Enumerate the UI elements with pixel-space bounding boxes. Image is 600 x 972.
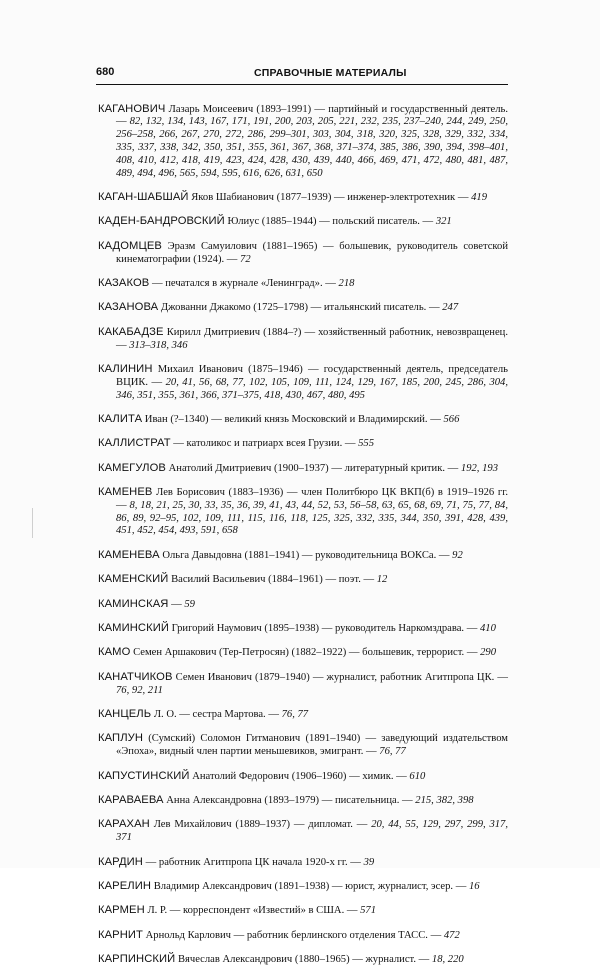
entry-description: (Сумский) Соломон Гитманович (1891–1940) — заведующий издательством «Эпоха», видный член партии меньшевиков, эмигрант. —	[116, 733, 509, 758]
entry-name: КАНАТЧИКОВ	[98, 670, 173, 683]
entry-page-refs: 247	[442, 302, 459, 314]
entry-page-refs: 555	[358, 438, 375, 450]
entry-description: Ольга Давыдовна (1881–1941) — руководительница ВОКСа. —	[162, 549, 450, 561]
entry-page-refs: 472	[443, 929, 460, 941]
entry-name: КАРАХАН	[98, 818, 150, 831]
index-entry	[98, 794, 508, 808]
index-entry	[98, 240, 508, 267]
entry-description: Арнольд Карлович — работник берлинского отделения ТАСС. —	[145, 929, 442, 941]
entry-name: КАРНИТ	[98, 928, 143, 941]
entry-page-refs: 313–318, 346	[129, 339, 188, 351]
entry-description: Анатолий Дмитриевич (1900–1937) — литературный критик. —	[168, 462, 459, 474]
index-entry-list	[98, 92, 508, 972]
entry-description: Анна Александровна (1893–1979) — писательница. —	[166, 794, 413, 806]
entry-name: КАМЕНЕВ	[98, 486, 153, 499]
index-entry	[98, 191, 508, 205]
entry-name: КАДЕН-БАНДРОВСКИЙ	[98, 215, 225, 228]
index-entry	[98, 413, 508, 427]
entry-description: Вячеслав Александрович (1880–1965) — журналист. —	[177, 954, 430, 966]
entry-description: Юлиус (1885–1944) — польский писатель. —	[227, 216, 434, 228]
entry-name: КАЛИНИН	[98, 362, 153, 375]
entry-name: КАРАВАЕВА	[98, 793, 164, 806]
index-entry	[98, 437, 508, 451]
index-entry	[98, 363, 508, 402]
entry-name: КАПУСТИНСКИЙ	[98, 769, 190, 782]
entry-description: Л. Р. — корреспондент «Известий» в США. —	[147, 905, 358, 917]
entry-page-refs: 76, 77	[281, 708, 309, 720]
index-entry	[98, 770, 508, 784]
entry-page-refs: 321	[435, 216, 452, 228]
entry-name: КАМЕНЕВА	[98, 548, 160, 561]
entry-name: КАПЛУН	[98, 732, 144, 745]
entry-description: Иван (?–1340) — великий князь Московский и Владимирский. —	[144, 413, 441, 425]
index-entry	[98, 486, 508, 538]
entry-page-refs: 12	[376, 574, 388, 586]
entry-page-refs: 16	[468, 880, 480, 892]
entry-description: Семен Иванович (1879–1940) — журналист, работник Агитпропа ЦК. —	[175, 671, 508, 683]
index-entry	[98, 573, 508, 587]
index-entry	[98, 646, 508, 660]
entry-description: Яков Шабианович (1877–1939) — инженер-электротехник —	[191, 191, 469, 203]
entry-description: Анатолий Федорович (1906–1960) — химик. —	[192, 770, 407, 782]
entry-description: — печатался в журнале «Ленинград». —	[151, 277, 336, 289]
entry-page-refs: 290	[480, 647, 496, 659]
index-entry	[98, 904, 508, 918]
entry-name: КАДОМЦЕВ	[98, 239, 162, 252]
entry-page-refs: 610	[409, 770, 426, 782]
index-entry	[98, 671, 508, 698]
entry-description: Лев Михайлович (1889–1937) — дипломат. —	[153, 819, 368, 831]
entry-description: Василий Васильевич (1884–1961) — поэт. —	[171, 574, 375, 586]
entry-name: КАГАН-ШАБШАЙ	[98, 190, 189, 203]
scan-margin-mark	[32, 508, 33, 538]
entry-name: КАНЦЕЛЬ	[98, 707, 152, 720]
entry-page-refs: 76, 77	[379, 746, 406, 758]
entry-description: Владимир Александрович (1891–1938) — юрист, журналист, эсер. —	[153, 880, 467, 892]
entry-page-refs: 82, 132, 134, 143, 167, 171, 191, 200, 203, 205, 221, 232, 235, 237–240, 244, 249, 250, 256–258, 266, 267, 270, 272, 286, 299–301, 303, 304, 318, 320, 325, 328, 329, 332, 334, 335, 337, 338, 342, 350, 351, 355, 361, 367, 368, 371–374, 385, 386, 390, 394, 398–401, 408, 410, 412, 418, 419, 423, 424, 428, 430, 439, 440, 466, 469, 471, 472, 480, 481, 487, 489, 494, 496, 565, 594, 595, 616, 626, 631, 650	[116, 116, 508, 179]
entry-name: КАРМЕН	[98, 904, 145, 917]
entry-description: — католикос и патриарх всея Грузии. —	[173, 438, 356, 450]
entry-name: КАРЕЛИН	[98, 879, 152, 892]
entry-description: Л. О. — сестра Мартова. —	[153, 708, 279, 720]
entry-name: КАГАНОВИЧ	[98, 102, 166, 115]
index-entry	[98, 301, 508, 315]
index-entry	[98, 856, 508, 870]
index-entry	[98, 277, 508, 291]
index-entry	[98, 462, 508, 476]
entry-page-refs: 566	[443, 413, 460, 425]
entry-page-refs: 192, 193	[460, 462, 498, 474]
entry-description: Григорий Наумович (1895–1938) — руководитель Наркомздрава. —	[171, 623, 478, 635]
index-entry	[98, 549, 508, 563]
entry-name: КАКАБАДЗЕ	[98, 325, 164, 338]
entry-name: КАЛЛИСТРАТ	[98, 437, 171, 450]
index-entry	[98, 732, 508, 759]
entry-name: КАЛИТА	[98, 412, 143, 425]
entry-page-refs: 20, 41, 56, 68, 77, 102, 105, 109, 111, 124, 129, 167, 185, 200, 245, 286, 304, 346, 351, 355, 361, 366, 371–375, 418, 430, 467, 480, 495	[116, 376, 509, 401]
running-title: СПРАВОЧНЫЕ МАТЕРИАЛЫ	[254, 67, 407, 79]
entry-description: Джованни Джакомо (1725–1798) — итальянский писатель. —	[160, 302, 440, 314]
index-entry	[98, 818, 508, 845]
entry-page-refs: 410	[479, 623, 496, 635]
page-number: 680	[96, 66, 115, 78]
entry-page-refs: 39	[363, 856, 375, 868]
entry-name: КАМЕГУЛОВ	[98, 461, 166, 474]
entry-name: КАЗАКОВ	[98, 276, 150, 289]
entry-page-refs: 419	[471, 191, 487, 203]
index-entry	[98, 929, 508, 943]
index-entry	[98, 622, 508, 636]
entry-page-refs: 72	[240, 253, 251, 265]
entry-description: Семен Аршакович (Тер-Петросян) (1882–1922) — большевик, террорист. —	[133, 647, 478, 659]
entry-description: Лазарь Моисеевич (1893–1991) — партийный и государственный деятель. —	[116, 103, 509, 128]
entry-description: Эразм Самуилович (1881–1965) — большевик, руководитель советской кинематографии (1924). —	[116, 240, 509, 265]
entry-page-refs: 8, 18, 21, 25, 30, 33, 35, 36, 39, 41, 43, 44, 52, 53, 56–58, 63, 65, 68, 69, 71, 75, 77, 84, 86, 89, 92–95, 102, 109, 111, 115, 116, 118, 125, 325, 332, 335, 344, 350, 391, 428, 439, 451, 452, 454, 493, 591, 658	[116, 499, 508, 537]
entry-name: КАРПИНСКИЙ	[98, 953, 176, 966]
entry-name: КАМО	[98, 646, 131, 659]
index-entry	[98, 215, 508, 229]
entry-page-refs: 215, 382, 398	[415, 794, 474, 806]
entry-page-refs: 218	[338, 277, 355, 289]
entry-page-refs: 20, 44, 55, 129, 297, 299, 317, 371	[116, 819, 509, 844]
entry-page-refs: 571	[360, 905, 377, 917]
entry-description: —	[171, 598, 182, 610]
entry-page-refs: 76, 92, 211	[116, 684, 163, 696]
entry-name: КАМИНСКАЯ	[98, 597, 169, 610]
index-entry	[98, 880, 508, 894]
header-rule	[96, 84, 508, 85]
index-entry	[98, 953, 508, 967]
entry-name: КАРДИН	[98, 855, 143, 868]
page-header	[96, 66, 504, 82]
entry-page-refs: 92	[452, 549, 463, 561]
entry-description: Кирилл Дмитриевич (1884–?) — хозяйственный работник, невозвращенец. —	[116, 326, 508, 351]
entry-name: КАМЕНСКИЙ	[98, 573, 169, 586]
entry-description: Лев Борисович (1883–1936) — член Политбюро ЦК ВКП(б) в 1919–1926 гг. —	[116, 487, 508, 511]
entry-page-refs: 59	[184, 598, 195, 610]
index-entry	[98, 598, 508, 612]
entry-description: — работник Агитпропа ЦК начала 1920-х гг. —	[145, 856, 361, 868]
index-entry	[98, 103, 508, 181]
index-entry	[98, 326, 508, 353]
entry-name: КАМИНСКИЙ	[98, 622, 169, 635]
index-entry	[98, 708, 508, 722]
entry-name: КАЗАНОВА	[98, 301, 159, 314]
entry-description: Михаил Иванович (1875–1946) — государственный деятель, председатель ВЦИК. —	[116, 363, 509, 388]
entry-page-refs: 18, 220	[431, 954, 464, 966]
